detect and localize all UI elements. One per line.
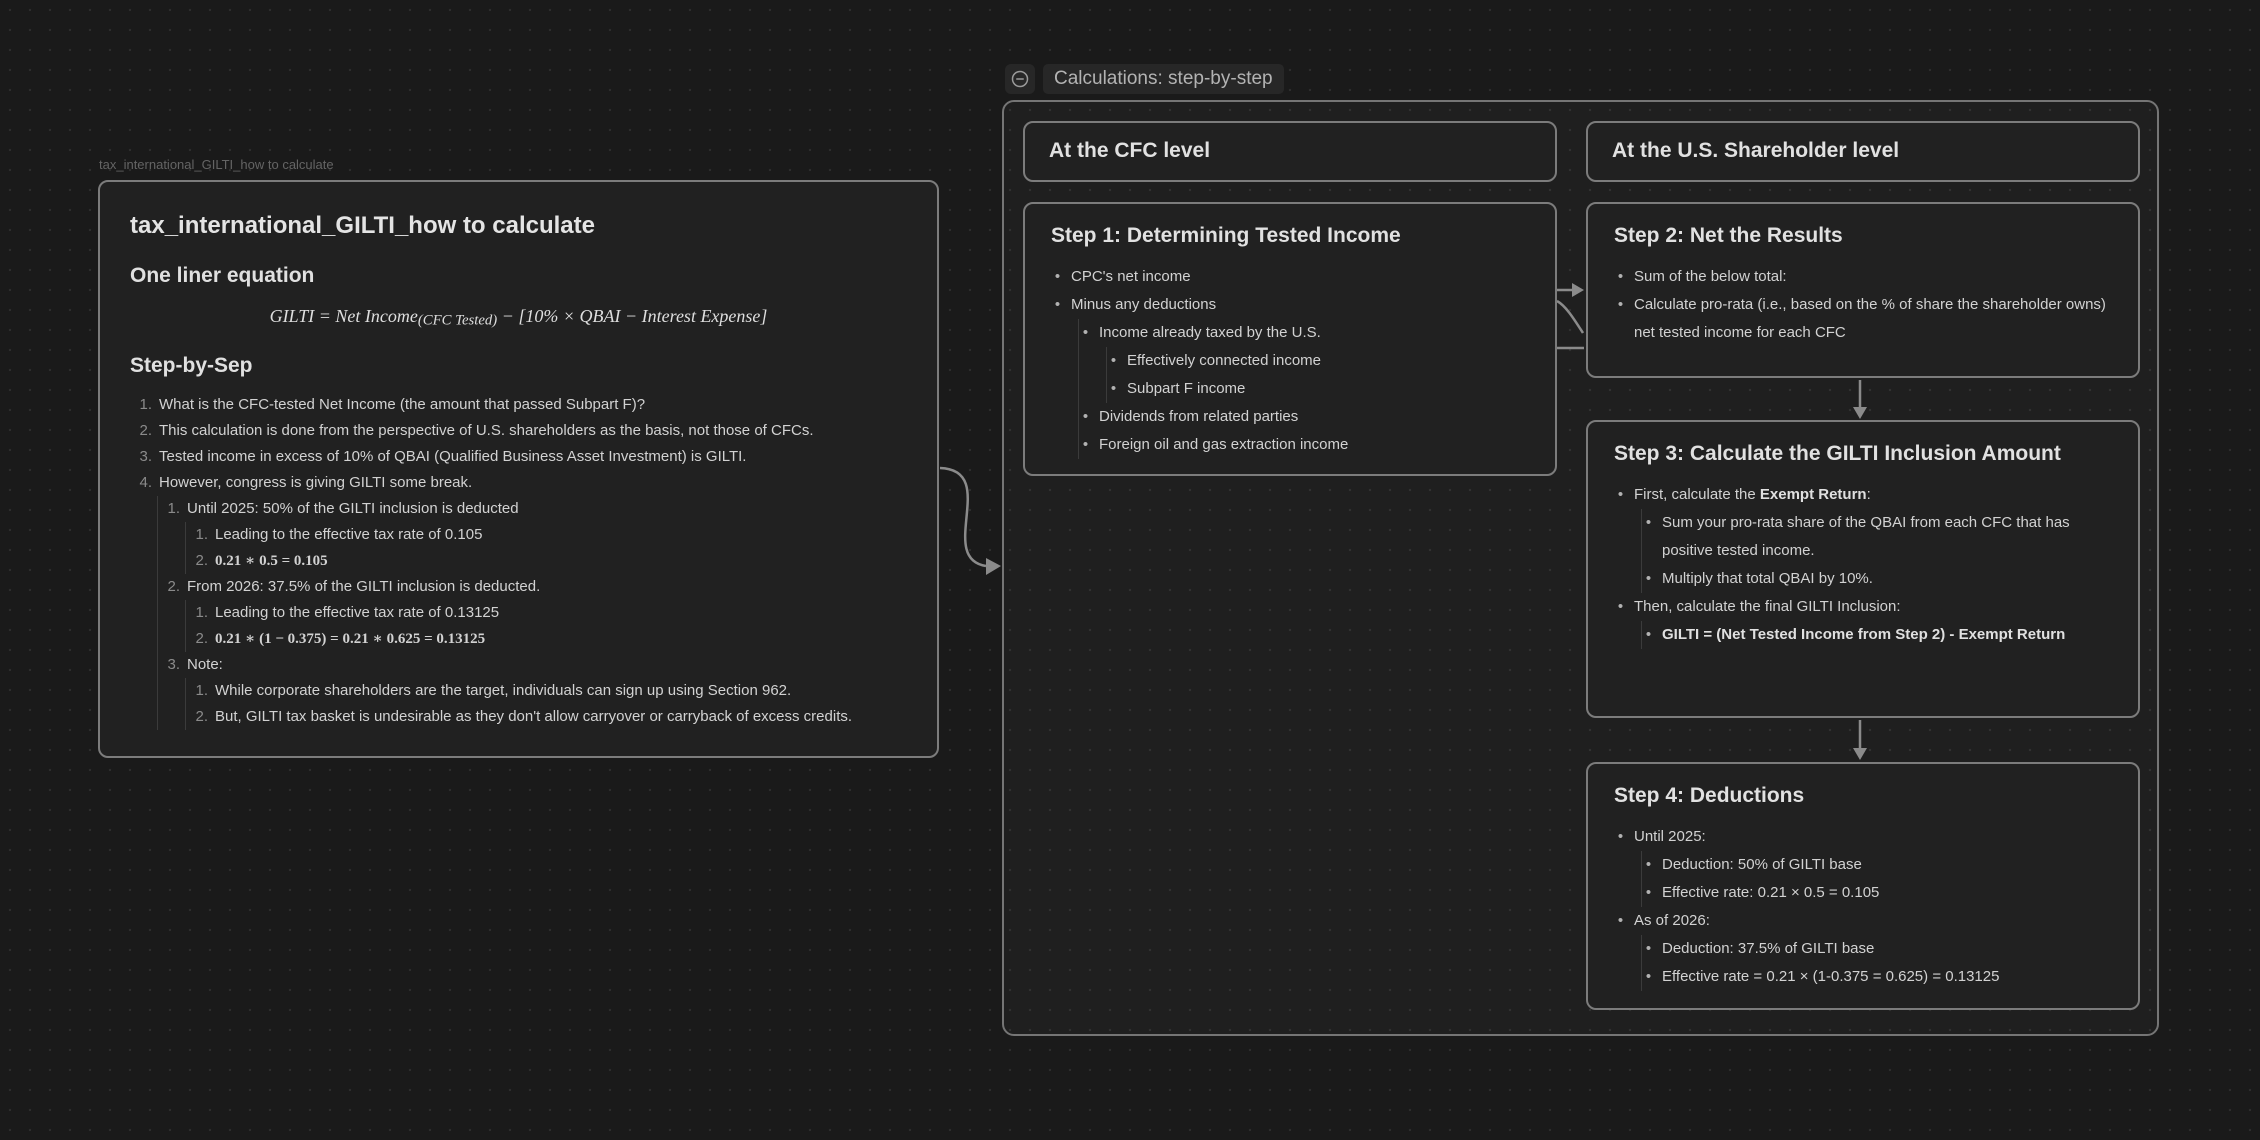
list-item (1614, 291, 2112, 347)
card-step-2[interactable] (1586, 202, 2140, 378)
list-marker: • (1110, 351, 1117, 369)
list-marker: 2. (195, 707, 208, 725)
card-cfc-level[interactable] (1023, 121, 1557, 182)
list-item (1642, 935, 2112, 963)
step-4-list (1614, 823, 2112, 991)
list-marker: • (1054, 267, 1061, 285)
list-marker: • (1645, 855, 1652, 873)
list-item (1051, 263, 1529, 291)
list-marker: • (1617, 911, 1624, 929)
list-item (1614, 593, 2112, 621)
card-shareholder-level[interactable] (1586, 121, 2140, 182)
step-3-list (1614, 481, 2112, 649)
list-item (1642, 879, 2112, 907)
list-item-text: However, congress is giving GILTI some break. (159, 473, 473, 491)
list-item-text: Deduction: 37.5% of GILTI base (1662, 939, 1875, 957)
list-item-text: Multiply that total QBAI by 10%. (1662, 569, 1873, 587)
list-item (1614, 481, 2112, 509)
list-item-text: Foreign oil and gas extraction income (1099, 435, 1349, 453)
list-item-text: Minus any deductions (1071, 295, 1217, 313)
list-item (1642, 851, 2112, 879)
list-item (1107, 347, 1529, 375)
list-item (1107, 375, 1529, 403)
list-item (1079, 403, 1529, 431)
list (1614, 263, 2112, 347)
list-marker: 2. (167, 577, 180, 595)
list-item (1614, 823, 2112, 851)
list (1078, 319, 1529, 459)
list-item-text: 0.21 ∗ (1 − 0.375) = 0.21 ∗ 0.625 = 0.13125 (215, 630, 486, 647)
list-marker: • (1617, 485, 1624, 503)
list (157, 496, 907, 730)
list-item (158, 496, 907, 522)
list-marker: • (1082, 323, 1089, 341)
list-item-text: Then, calculate the final GILTI Inclusion: (1634, 597, 1901, 615)
list-item (1642, 509, 2112, 565)
list-item (186, 704, 907, 730)
card-step-4[interactable] (1586, 762, 2140, 1010)
list-marker: • (1645, 883, 1652, 901)
list (1641, 621, 2112, 649)
group-label[interactable]: Calculations: step-by-step (1043, 64, 1284, 94)
list-marker: 1. (139, 395, 152, 413)
card-step-1[interactable] (1023, 202, 1557, 476)
circle-minus-icon (1010, 69, 1030, 89)
list (1614, 481, 2112, 649)
step-4-title: Step 4: Deductions (1614, 784, 1805, 807)
list (185, 600, 907, 652)
list-item-text: Effective rate = 0.21 × (1-0.375 = 0.625) = 0.13125 (1662, 967, 2000, 985)
list-item (1051, 291, 1529, 319)
list-marker: 3. (167, 655, 180, 673)
list-item (1614, 263, 2112, 291)
list-item (186, 678, 907, 704)
list-item (1614, 907, 2112, 935)
list-item-text: Until 2025: 50% of the GILTI inclusion is deducted (187, 499, 519, 517)
gilti-equation: GILTI = Net Income(CFC Tested) − [10% × QBAI − Interest Expense] (269, 306, 768, 329)
list (1051, 263, 1529, 459)
list-item (1079, 319, 1529, 347)
step-2-list (1614, 263, 2112, 347)
list-item (130, 470, 907, 496)
list-item (1642, 621, 2112, 649)
list-item-text: Until 2025: (1634, 827, 1706, 845)
step-1-title: Step 1: Determining Tested Income (1051, 224, 1401, 247)
list-marker: • (1082, 407, 1089, 425)
list-item-text: Effective rate: 0.21 × 0.5 = 0.105 (1662, 883, 1880, 901)
list-item-text: But, GILTI tax basket is undesirable as they don't allow carryover or carryback of excess credits. (215, 707, 853, 725)
list (185, 678, 907, 730)
edge-note-to-group (940, 468, 986, 566)
list-marker: • (1617, 267, 1624, 285)
list-item-text: Sum your pro-rata share of the QBAI from each CFC that has positive tested income. (1662, 513, 2070, 559)
list-item-text: Income already taxed by the U.S. (1099, 323, 1321, 341)
step-3-title: Step 3: Calculate the GILTI Inclusion Amount (1614, 442, 2061, 465)
list-item-text: Effectively connected income (1127, 351, 1321, 369)
list-item (158, 574, 907, 600)
list (1614, 823, 2112, 991)
shareholder-level-title: At the U.S. Shareholder level (1612, 139, 1900, 162)
list-marker: • (1645, 625, 1652, 643)
list-item (186, 600, 907, 626)
note-title: tax_international_GILTI_how to calculate (130, 212, 595, 239)
list-item-text: CPC's net income (1071, 267, 1191, 285)
group-header (1005, 64, 1284, 94)
list-item-text: This calculation is done from the perspective of U.S. shareholders as the basis, not those of CFCs. (159, 421, 814, 439)
card-step-3[interactable] (1586, 420, 2140, 718)
list-marker: • (1617, 597, 1624, 615)
node-title-label: tax_international_GILTI_how to calculate (99, 157, 334, 172)
note-card-gilti[interactable] (98, 180, 939, 758)
list-item-text: What is the CFC-tested Net Income (the amount that passed Subpart F)? (159, 395, 646, 413)
list-marker: • (1054, 295, 1061, 313)
list-item-text: Sum of the below total: (1634, 267, 1787, 285)
list-marker: 4. (139, 473, 152, 491)
list-item-text: 0.21 ∗ 0.5 = 0.105 (215, 552, 328, 569)
list-marker: • (1645, 939, 1652, 957)
equation-heading: One liner equation (130, 264, 315, 287)
step-2-title: Step 2: Net the Results (1614, 224, 1843, 247)
steps-heading: Step-by-Sep (130, 353, 253, 377)
list-marker: • (1645, 569, 1652, 587)
list-marker: 2. (139, 421, 152, 439)
list-item (130, 392, 907, 418)
list (1641, 851, 2112, 907)
list-item-text: From 2026: 37.5% of the GILTI inclusion is deducted. (187, 577, 541, 595)
step-1-list (1051, 263, 1529, 459)
list-item (1642, 565, 2112, 593)
list-marker: • (1645, 513, 1652, 531)
list-marker: 1. (167, 499, 180, 517)
list (1641, 509, 2112, 593)
steps-list (130, 392, 907, 730)
list-marker: • (1617, 295, 1624, 313)
list-marker: 1. (195, 603, 208, 621)
list-item (1079, 431, 1529, 459)
list-marker: • (1110, 379, 1117, 397)
list-item-text: Leading to the effective tax rate of 0.105 (215, 525, 483, 543)
list (130, 392, 907, 730)
list-item-text: Calculate pro-rata (i.e., based on the % of share the shareholder owns) net tested income for each CFC (1634, 295, 2106, 341)
list-item-text: While corporate shareholders are the target, individuals can sign up using Section 962. (215, 681, 792, 699)
list-marker: 2. (195, 551, 208, 569)
list-marker: • (1082, 435, 1089, 453)
list-item-text: Tested income in excess of 10% of QBAI (Qualified Business Asset Investment) is GILTI. (159, 447, 747, 465)
list-item (130, 444, 907, 470)
list-item-text: Subpart F income (1127, 379, 1246, 397)
list-marker: 3. (139, 447, 152, 465)
list-item (186, 522, 907, 548)
list-item-text: Deduction: 50% of GILTI base (1662, 855, 1862, 873)
list-item (158, 652, 907, 678)
list-item (186, 548, 907, 574)
list-item (1642, 963, 2112, 991)
list (1641, 935, 2112, 991)
list-marker: 1. (195, 525, 208, 543)
cfc-level-title: At the CFC level (1049, 139, 1211, 162)
list-item-text: Leading to the effective tax rate of 0.13125 (215, 603, 500, 621)
list-marker: 2. (195, 629, 208, 647)
list-item-text: GILTI = (Net Tested Income from Step 2) - Exempt Return (1662, 625, 2066, 643)
list-marker: • (1617, 827, 1624, 845)
list-marker: • (1645, 967, 1652, 985)
list-item-text: Dividends from related parties (1099, 407, 1299, 425)
list (185, 522, 907, 574)
list-item-text: First, calculate the Exempt Return: (1634, 485, 1871, 503)
list-item-text: Note: (187, 655, 223, 673)
list-item (186, 626, 907, 652)
list (1106, 347, 1529, 403)
arrowhead-group (986, 558, 1001, 575)
list-item (130, 418, 907, 444)
list-marker: 1. (195, 681, 208, 699)
list-item-text: As of 2026: (1634, 911, 1710, 929)
group-collapse-button[interactable] (1005, 64, 1035, 94)
